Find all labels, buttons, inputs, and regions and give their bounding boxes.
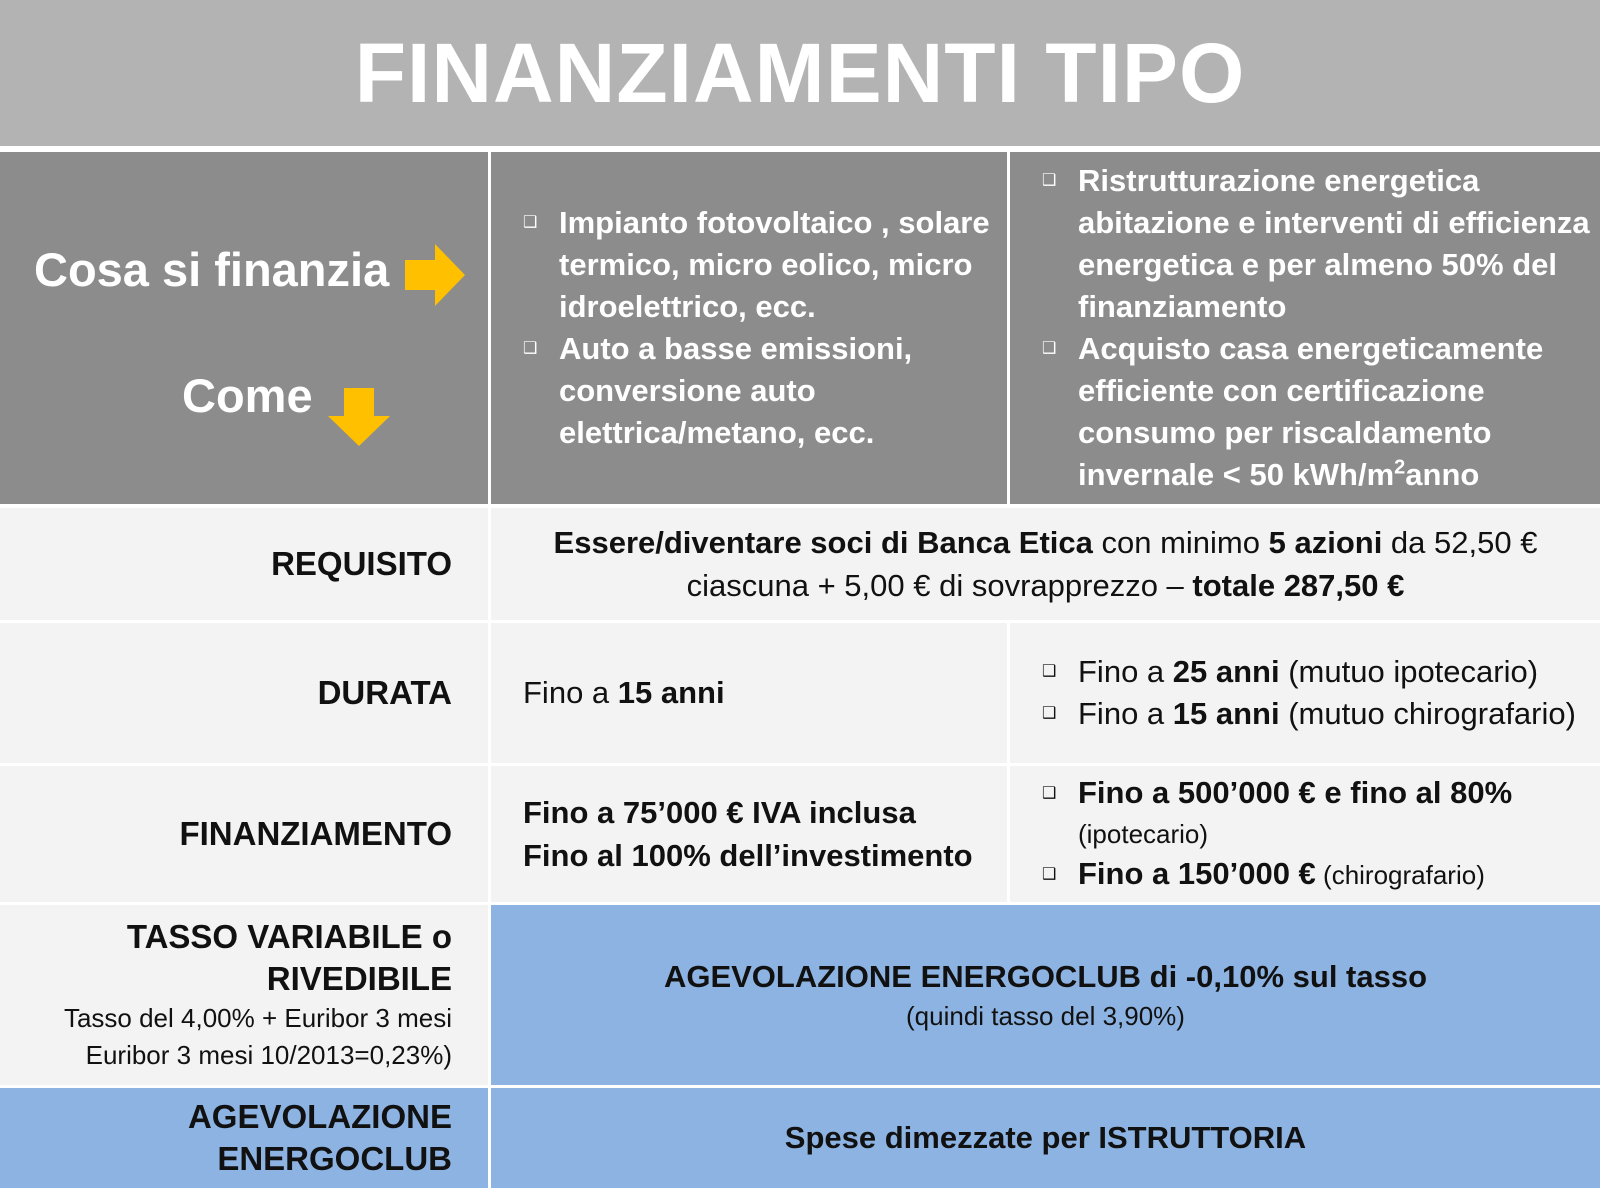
agevolazione-value: Spese dimezzate per ISTRUTTORIA [784,1120,1307,1155]
durata-label: DURATA [317,674,452,711]
header-col1-cell [491,152,1007,504]
down-arrow-icon [328,388,390,446]
durata-col2-cell [1010,623,1600,763]
come-label: Come [182,369,313,422]
tasso-value: AGEVOLAZIONE ENERGOCLUB di -0,10% sul tasso [663,959,1428,994]
agevolazione-label-line1: AGEVOLAZIONE [187,1098,452,1135]
finanziamento-col1-line1: Fino a 75’000 € IVA inclusa [523,795,916,830]
finanziamento-col1-line2: Fino al 100% dell’investimento [523,838,973,873]
requisito-label-cell [0,508,488,620]
tasso-value-note: (quindi tasso del 3,90%) [906,1001,1185,1031]
tasso-value-cell [491,905,1600,1085]
square-bullet-icon: ❑ [1042,663,1057,680]
square-bullet-icon: ❑ [1042,705,1057,722]
requisito-text: Essere/diventare soci di Banca Etica con minimo 5 azioni da 52,50 € ciascuna + 5,00 € di sovrapprezzo – totale 287,50 € [553,525,1538,603]
requisito-label: REQUISITO [271,545,452,582]
title-bar [0,0,1600,146]
requisito-value-cell [491,508,1600,620]
tasso-note-line2: Euribor 3 mesi 10/2013=0,23%) [85,1040,452,1070]
list-item: ❑ Fino a 25 anni (mutuo ipotecario) [1042,651,1590,693]
list-item: ❑ Fino a 15 anni (mutuo chirografario) [1042,693,1590,735]
tasso-label-line2: RIVEDIBILE [266,960,452,997]
durata-col2-list [1042,651,1590,735]
agevolazione-label-line2: ENERGOCLUB [217,1140,452,1177]
finanziamento-col2-list [1042,773,1590,895]
durata-col1-text: Fino a 15 anni [523,675,725,710]
list-item: ❑ Fino a 150’000 € (chirografario) [1042,854,1590,895]
finanziamento-label: FINANZIAMENTO [179,815,452,852]
header-col1-list [523,202,995,454]
finanziamento-col1-cell [491,766,1007,902]
agevolazione-value-cell [491,1088,1600,1188]
square-bullet-icon: ❑ [1042,866,1057,883]
square-bullet-icon: ❑ [523,214,538,231]
square-bullet-icon: ❑ [1042,172,1057,189]
header-col2-list [1042,160,1590,496]
list-item: ❑ Auto a basse emissioni, conversione auto elettrica/metano, ecc. [523,328,995,454]
finanziamento-col2-cell [1010,766,1600,902]
tasso-label-line1: TASSO VARIABILE o [126,918,452,955]
header-label-cell [0,152,488,504]
square-bullet-icon: ❑ [1042,340,1057,357]
finanziamento-label-cell [0,766,488,902]
agevolazione-label-cell [0,1088,488,1188]
list-item: ❑ Impianto fotovoltaico , solare termico, micro eolico, micro idroelettrico, ecc. [523,202,995,328]
page-title: FINANZIAMENTI TIPO [354,25,1246,120]
header-col2-cell [1010,152,1600,504]
cosa-si-finanzia-label: Cosa si finanzia [34,243,390,296]
tasso-label-cell [0,905,488,1085]
durata-col1-cell [491,623,1007,763]
square-bullet-icon: ❑ [523,340,538,357]
square-bullet-icon: ❑ [1042,785,1057,802]
tasso-note-line1: Tasso del 4,00% + Euribor 3 mesi [63,1003,452,1033]
durata-label-cell [0,623,488,763]
list-item: ❑ Fino a 500’000 € e fino al 80% (ipotecario) [1042,775,1513,849]
list-item: ❑ Acquisto casa energeticamente efficiente con certificazione consumo per riscaldamento invernale < 50 kWh/$m^2anno$ [1042,328,1590,496]
list-item: ❑ Ristrutturazione energetica abitazione e interventi di efficienza energetica e per almeno 50% del finanziamento [1042,160,1590,328]
right-arrow-icon [405,244,465,306]
